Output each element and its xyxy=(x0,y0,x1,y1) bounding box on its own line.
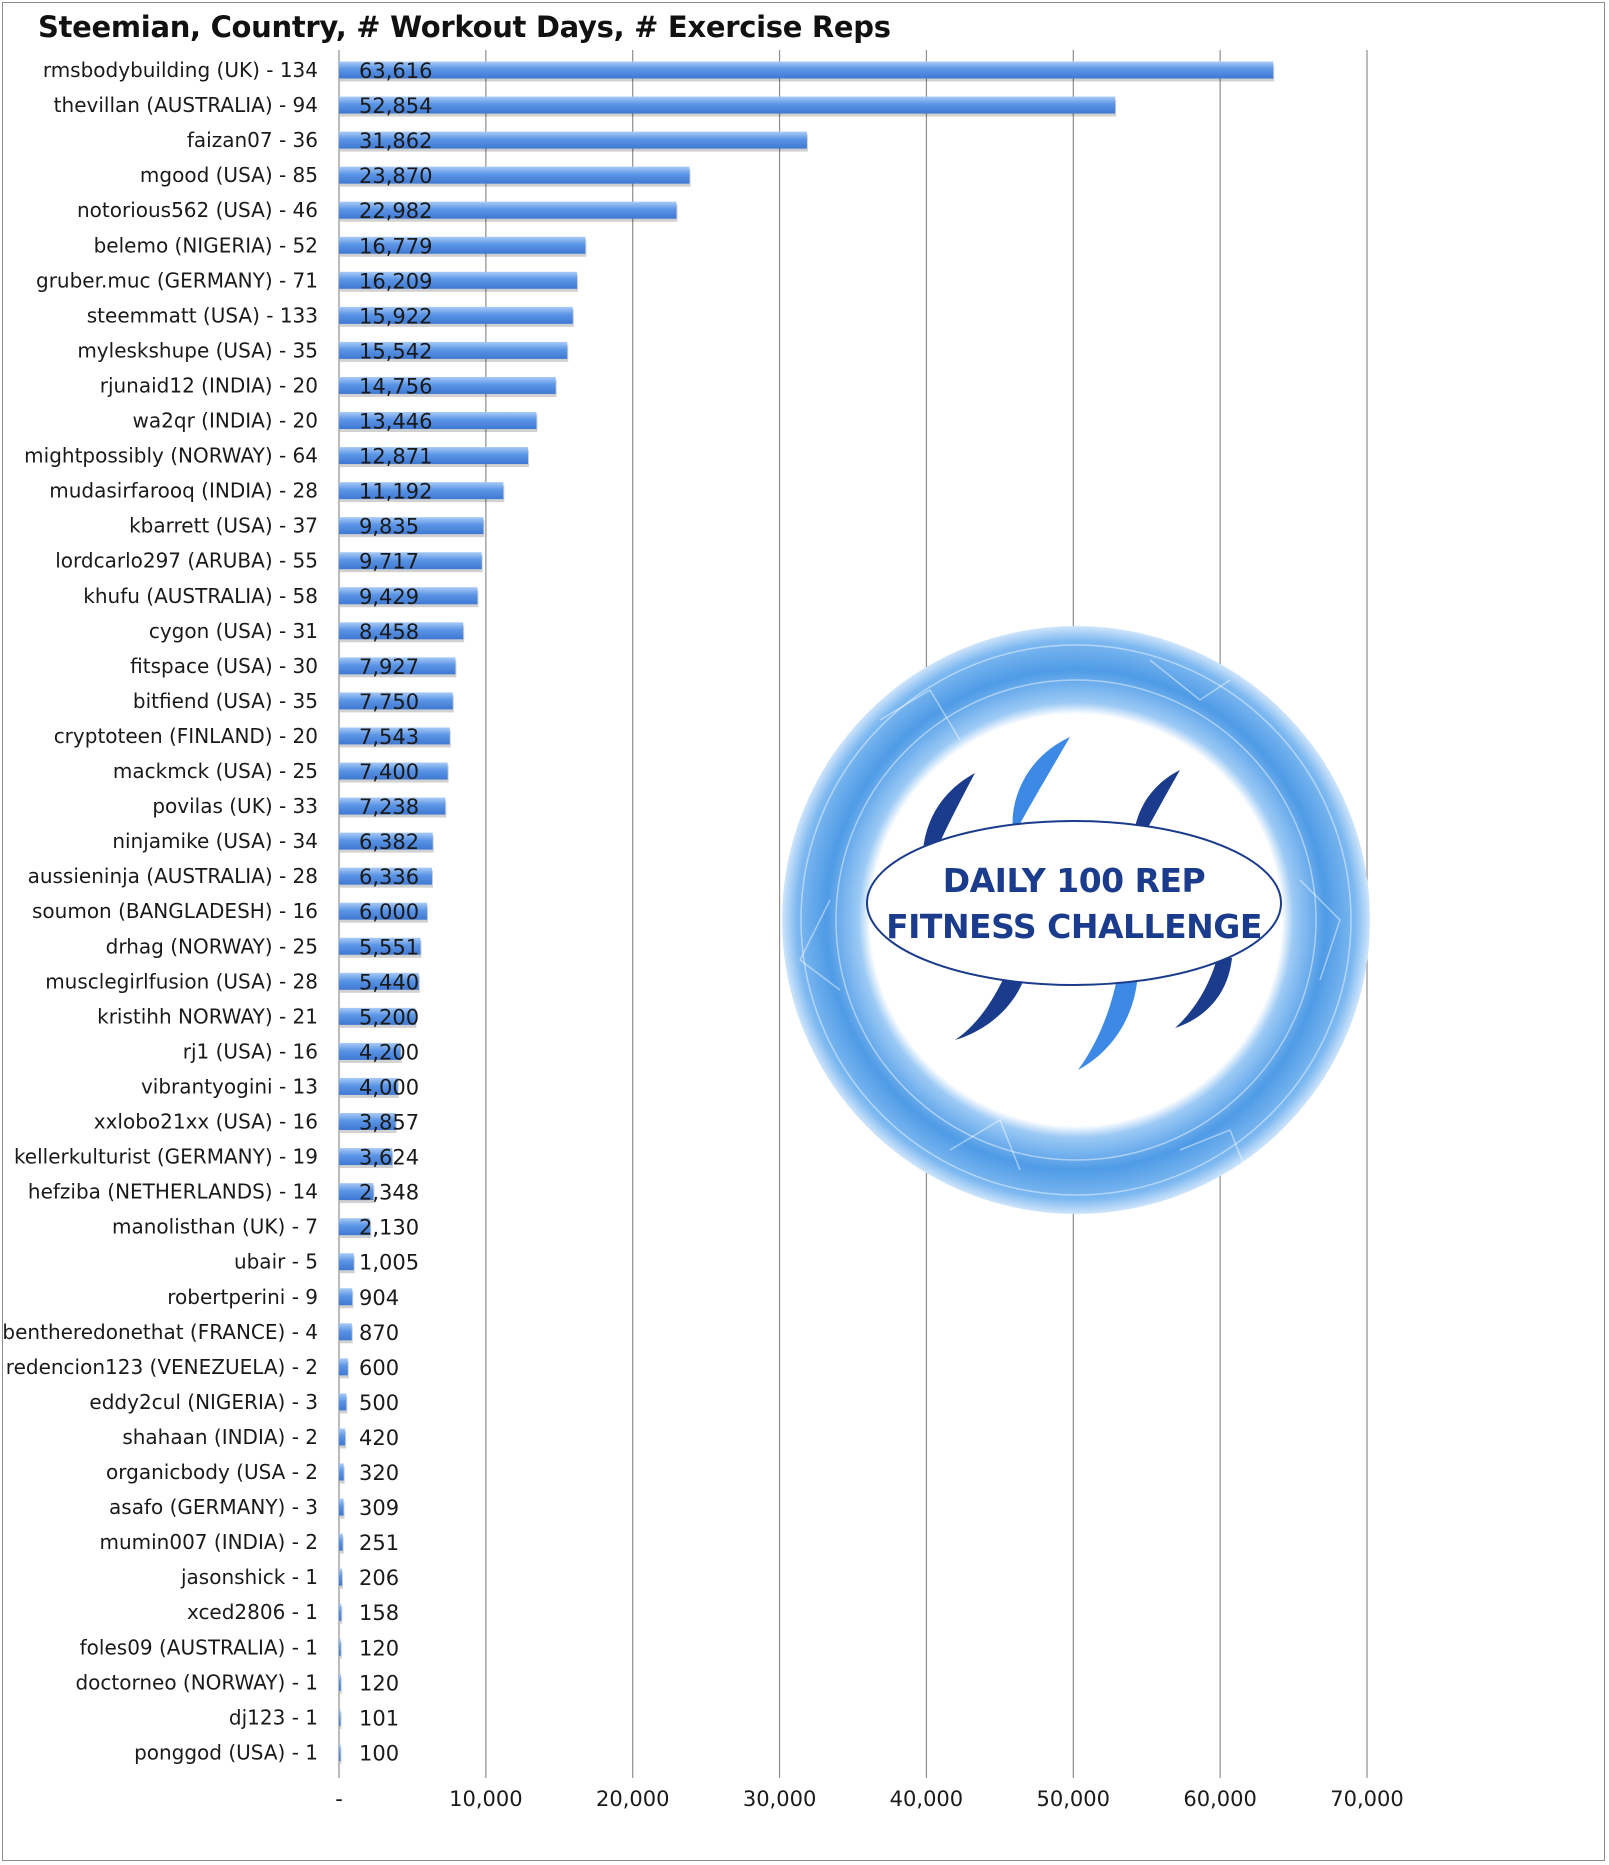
category-label: ninjamike (USA) - 34 xyxy=(112,829,318,854)
category-label: wa2qr (INDIA) - 20 xyxy=(132,408,318,433)
x-tick-label: 40,000 xyxy=(889,1787,964,1811)
logo-text-line1: DAILY 100 REP xyxy=(942,861,1206,900)
logo-text-line2: FITNESS CHALLENGE xyxy=(886,907,1262,946)
bar xyxy=(339,1569,342,1586)
category-label: xced2806 - 1 xyxy=(186,1600,318,1625)
data-label: 11,192 xyxy=(359,479,433,504)
category-labels xyxy=(2,58,318,1764)
bar xyxy=(339,1604,341,1621)
category-label: bentheredonethat (FRANCE) - 4 xyxy=(2,1319,318,1344)
x-tick-label: 60,000 xyxy=(1183,1787,1257,1811)
x-tick-label: 10,000 xyxy=(449,1787,523,1811)
data-label: 5,551 xyxy=(359,935,420,960)
category-label: vibrantyogini - 13 xyxy=(140,1074,318,1099)
data-label: 101 xyxy=(359,1706,400,1731)
data-label: 14,756 xyxy=(359,374,433,399)
data-label: 7,238 xyxy=(359,795,420,820)
data-label: 9,717 xyxy=(359,549,420,574)
category-label: foles09 (AUSTRALIA) - 1 xyxy=(79,1635,318,1660)
category-label: belemo (NIGERIA) - 52 xyxy=(93,233,318,258)
data-label: 5,440 xyxy=(359,970,420,995)
bar xyxy=(339,1428,345,1445)
data-label: 15,922 xyxy=(359,304,433,329)
bar xyxy=(339,1744,341,1761)
data-label: 3,624 xyxy=(359,1145,420,1170)
x-tick-label: 50,000 xyxy=(1036,1787,1111,1811)
x-tick-label: 20,000 xyxy=(595,1787,670,1811)
category-label: redencion123 (VENEZUELA) - 2 xyxy=(5,1354,318,1379)
category-label: robertperini - 9 xyxy=(167,1284,318,1309)
category-label: bitfiend (USA) - 35 xyxy=(132,688,318,713)
data-label: 2,348 xyxy=(359,1180,420,1205)
category-label: rmsbodybuilding (UK) - 134 xyxy=(42,58,318,82)
category-label: cygon (USA) - 31 xyxy=(148,618,318,643)
x-tick-label: - xyxy=(335,1787,343,1811)
category-label: dj123 - 1 xyxy=(228,1705,318,1730)
data-label: 158 xyxy=(359,1601,400,1626)
data-label: 15,542 xyxy=(359,339,433,364)
data-label: 7,400 xyxy=(359,760,420,784)
bar xyxy=(339,97,1115,114)
category-label: jasonshick - 1 xyxy=(180,1565,318,1590)
category-label: mightpossibly (NORWAY) - 64 xyxy=(24,443,318,468)
category-label: gruber.muc (GERMANY) - 71 xyxy=(36,268,318,293)
data-label: 309 xyxy=(359,1496,400,1521)
category-label: kellerkulturist (GERMANY) - 19 xyxy=(13,1144,318,1169)
data-label: 7,927 xyxy=(359,654,420,679)
data-label: 120 xyxy=(359,1636,400,1661)
data-label: 13,446 xyxy=(359,409,433,434)
data-label: 6,382 xyxy=(359,830,420,855)
data-label: 9,835 xyxy=(359,514,420,539)
data-label: 206 xyxy=(359,1566,400,1591)
data-label: 9,429 xyxy=(359,584,420,609)
data-label: 8,458 xyxy=(359,619,420,644)
data-label: 31,862 xyxy=(359,129,433,154)
data-label: 4,200 xyxy=(359,1040,420,1065)
bar xyxy=(339,1323,352,1340)
category-label: shahaan (INDIA) - 2 xyxy=(122,1424,318,1449)
bar xyxy=(339,1358,348,1375)
category-label: faizan07 - 36 xyxy=(186,128,318,153)
data-label: 63,616 xyxy=(359,59,433,83)
category-label: fitspace (USA) - 30 xyxy=(130,653,318,678)
data-label: 2,130 xyxy=(359,1215,420,1240)
category-label: thevillan (AUSTRALIA) - 94 xyxy=(53,93,318,118)
category-label: khufu (AUSTRALIA) - 58 xyxy=(83,583,318,608)
data-label: 600 xyxy=(359,1355,400,1380)
data-label: 251 xyxy=(359,1531,400,1556)
category-label: mudasirfarooq (INDIA) - 28 xyxy=(49,478,318,503)
data-label: 7,750 xyxy=(359,689,420,714)
logo-ellipse xyxy=(867,821,1281,985)
category-label: eddy2cul (NIGERIA) - 3 xyxy=(89,1389,318,1414)
data-label: 52,854 xyxy=(359,94,433,119)
category-label: mumin007 (INDIA) - 2 xyxy=(99,1530,318,1555)
bar xyxy=(339,1534,343,1551)
category-label: cryptoteen (FINLAND) - 20 xyxy=(53,723,318,748)
data-label: 6,336 xyxy=(359,865,420,890)
category-label: ponggod (USA) - 1 xyxy=(134,1740,318,1765)
category-label: ubair - 5 xyxy=(233,1249,318,1274)
category-label: kristihh NORWAY) - 21 xyxy=(97,1004,318,1029)
category-label: rjunaid12 (INDIA) - 20 xyxy=(99,373,318,398)
data-label: 12,871 xyxy=(359,444,433,469)
data-label: 16,209 xyxy=(359,269,433,294)
data-label: 100 xyxy=(359,1741,400,1766)
data-label: 904 xyxy=(359,1285,400,1310)
x-tick-label: 70,000 xyxy=(1330,1787,1404,1811)
bar xyxy=(339,1639,341,1656)
bar xyxy=(339,62,1273,79)
bar xyxy=(339,1253,354,1270)
category-label: steemmatt (USA) - 133 xyxy=(86,303,318,328)
category-label: mackmck (USA) - 25 xyxy=(112,759,318,783)
category-label: doctorneo (NORWAY) - 1 xyxy=(75,1670,318,1695)
data-label: 500 xyxy=(359,1390,400,1415)
data-label: 1,005 xyxy=(359,1250,420,1275)
category-label: manolisthan (UK) - 7 xyxy=(111,1214,318,1239)
category-label: povilas (UK) - 33 xyxy=(152,794,318,819)
data-label: 16,779 xyxy=(359,234,433,259)
category-label: drhag (NORWAY) - 25 xyxy=(105,934,318,959)
category-label: hefziba (NETHERLANDS) - 14 xyxy=(27,1179,318,1204)
bar xyxy=(339,1674,341,1691)
data-label: 120 xyxy=(359,1671,400,1696)
data-label: 22,982 xyxy=(359,199,433,224)
category-label: lordcarlo297 (ARUBA) - 55 xyxy=(55,548,318,573)
data-label: 5,200 xyxy=(359,1005,420,1030)
chart-title: Steemian, Country, # Workout Days, # Exercise Reps xyxy=(38,10,891,44)
category-label: xxlobo21xx (USA) - 16 xyxy=(93,1109,318,1134)
bar xyxy=(339,1288,352,1305)
data-label: 23,870 xyxy=(359,164,433,189)
category-label: rj1 (USA) - 16 xyxy=(182,1039,318,1064)
category-label: notorious562 (USA) - 46 xyxy=(76,198,318,223)
category-label: organicbody (USA - 2 xyxy=(106,1460,318,1484)
category-label: asafo (GERMANY) - 3 xyxy=(109,1495,318,1520)
data-label: 6,000 xyxy=(359,900,420,925)
bar xyxy=(339,1499,344,1516)
x-axis-ticks xyxy=(335,1772,1404,1811)
data-label: 3,857 xyxy=(359,1110,420,1135)
category-label: kbarrett (USA) - 37 xyxy=(129,513,318,538)
data-label: 870 xyxy=(359,1320,400,1345)
data-label: 420 xyxy=(359,1425,400,1450)
data-label: 320 xyxy=(359,1461,400,1485)
category-label: myleskshupe (USA) - 35 xyxy=(77,338,318,363)
bar xyxy=(339,1709,341,1726)
fitness-challenge-logo xyxy=(782,626,1370,1214)
category-label: soumon (BANGLADESH) - 16 xyxy=(32,899,318,924)
x-tick-label: 30,000 xyxy=(742,1787,817,1811)
bar xyxy=(339,1393,346,1410)
category-label: musclegirlfusion (USA) - 28 xyxy=(45,969,318,994)
category-label: aussieninja (AUSTRALIA) - 28 xyxy=(27,864,318,889)
category-label: mgood (USA) - 85 xyxy=(139,163,318,188)
data-label: 7,543 xyxy=(359,724,420,749)
bar xyxy=(339,1464,344,1481)
data-label: 4,000 xyxy=(359,1075,420,1100)
